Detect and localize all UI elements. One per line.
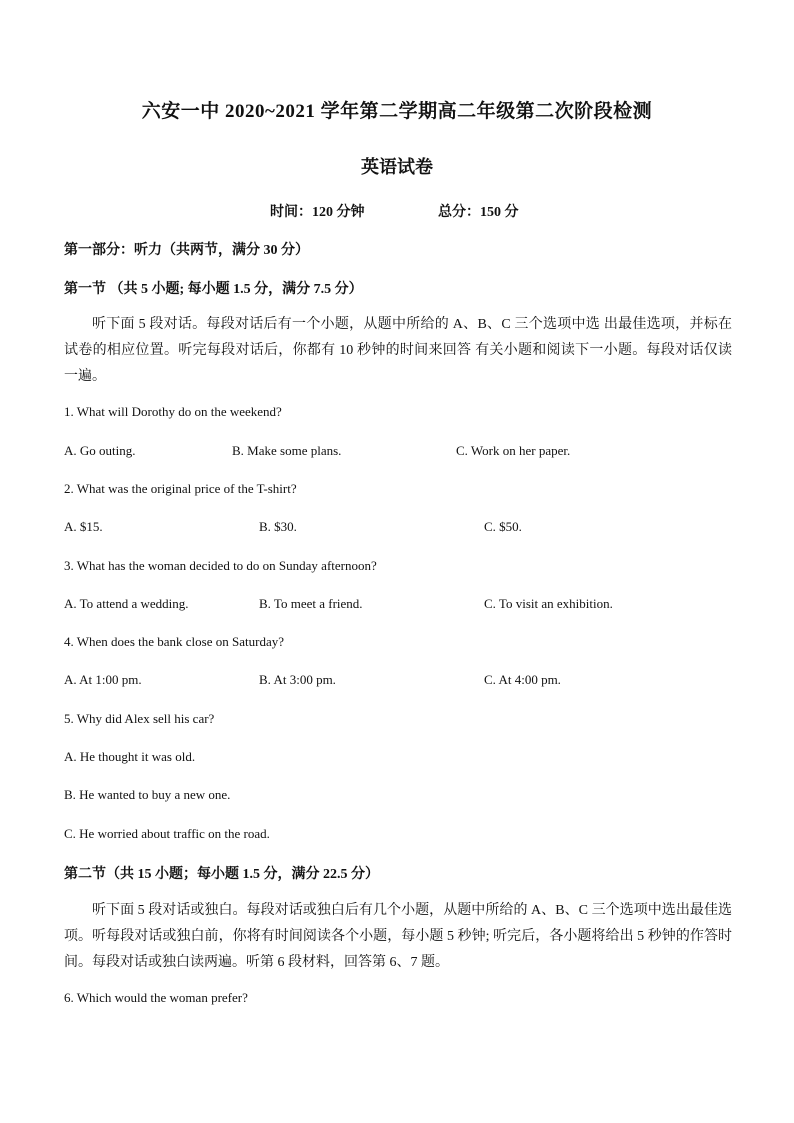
exam-meta [270, 201, 519, 221]
exam-subtitle: 英语试卷 [361, 157, 433, 177]
exam-total-score: 总分：150 分 [438, 205, 519, 220]
option-b: B. At 3:00 pm. [259, 672, 336, 687]
option-c: C. To visit an exhibition. [484, 596, 613, 611]
section2-instructions: 听下面 5 段对话或独白。每段对话或独白后有几个小题，从题中所给的 A、B、C 三个选项中选出最佳选项。听每段对话或独白前，你将有时间阅读各个小题，每小题 5 秒钟; 听完后，各小题将给出 5 秒钟的作答时间。每段对话或独白读两遍。听第 6 段材料，回答第 6、7 题。 [64, 903, 732, 970]
exam-time: 时间：120 分钟 [270, 205, 365, 220]
question-3-options [64, 596, 744, 616]
question-2-options [64, 519, 744, 539]
question-4-options [64, 672, 744, 692]
question-5-option-a: A. He thought it was old. [64, 749, 196, 764]
part1-heading: 第一部分：听力（共两节，满分 30 分） [64, 243, 309, 258]
question-1: 1. What will Dorothy do on the weekend? [64, 404, 282, 419]
option-c: C. Work on her paper. [456, 443, 571, 458]
question-3: 3. What has the woman decided to do on Sunday afternoon? [64, 558, 377, 573]
option-b: B. Make some plans. [232, 443, 342, 458]
question-4: 4. When does the bank close on Saturday? [64, 634, 284, 649]
question-5-option-b: B. He wanted to buy a new one. [64, 787, 231, 802]
option-b: B. To meet a friend. [259, 596, 363, 611]
option-a: A. At 1:00 pm. [64, 672, 142, 687]
option-c: C. At 4:00 pm. [484, 672, 561, 687]
question-5: 5. Why did Alex sell his car? [64, 711, 215, 726]
section2-heading: 第二节（共 15 小题；每小题 1.5 分，满分 22.5 分） [64, 867, 379, 882]
question-5-option-c: C. He worried about traffic on the road. [64, 826, 270, 841]
question-2: 2. What was the original price of the T-shirt? [64, 481, 297, 496]
option-a: A. $15. [64, 519, 103, 534]
section1-heading: 第一节 （共 5 小题; 每小题 1.5 分，满分 7.5 分） [64, 282, 363, 297]
option-c: C. $50. [484, 519, 522, 534]
option-a: A. To attend a wedding. [64, 596, 189, 611]
option-b: B. $30. [259, 519, 297, 534]
section1-instructions: 听下面 5 段对话。每段对话后有一个小题，从题中所给的 A、B、C 三个选项中选 出最佳选项，并标在试卷的相应位置。听完每段对话后，你都有 10 秒钟的时间来回答 有关小题和阅读下一小题。每段对话仅读一遍。 [64, 317, 732, 384]
question-1-options [64, 443, 744, 463]
question-6: 6. Which would the woman prefer? [64, 990, 248, 1005]
option-a: A. Go outing. [64, 443, 136, 458]
exam-title: 六安一中 2020~2021 学年第二学期高二年级第二次阶段检测 [141, 101, 653, 122]
